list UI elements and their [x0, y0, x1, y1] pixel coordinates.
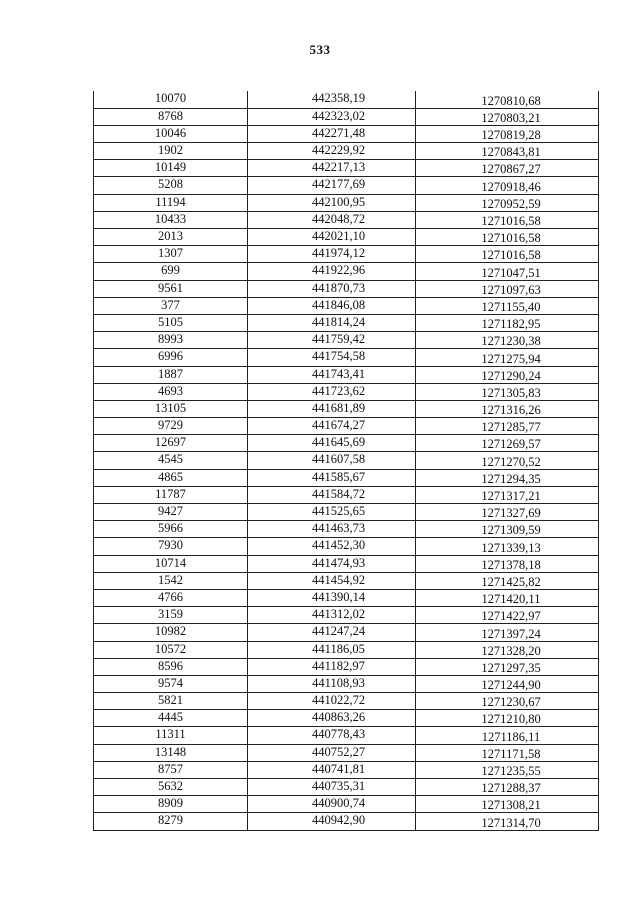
point-id-cell: 11311	[94, 727, 248, 744]
x-coordinate-cell: 441182,97	[248, 658, 416, 675]
table-row	[94, 160, 599, 177]
y-coordinate-cell: 1270803,21	[416, 108, 599, 125]
y-coordinate-cell: 1271327,69	[416, 504, 599, 521]
x-coordinate-cell: 442048,72	[248, 211, 416, 228]
table-row	[94, 349, 599, 366]
table-row	[94, 469, 599, 486]
point-id-cell: 5632	[94, 779, 248, 796]
point-id-cell: 4865	[94, 469, 248, 486]
y-coordinate-cell: 1271016,58	[416, 211, 599, 228]
x-coordinate-cell: 441584,72	[248, 486, 416, 503]
page-number: 533	[309, 42, 331, 57]
table-row	[94, 280, 599, 297]
x-coordinate-cell: 440735,31	[248, 779, 416, 796]
y-coordinate-cell: 1271309,59	[416, 521, 599, 538]
x-coordinate-cell: 441846,08	[248, 297, 416, 314]
y-coordinate-cell: 1271397,24	[416, 624, 599, 641]
y-coordinate-cell: 1271186,11	[416, 727, 599, 744]
point-id-cell: 1307	[94, 246, 248, 263]
x-coordinate-cell: 442177,69	[248, 177, 416, 194]
table-row	[94, 400, 599, 417]
point-id-cell: 8768	[94, 108, 248, 125]
table-row	[94, 504, 599, 521]
point-id-cell: 11787	[94, 486, 248, 503]
x-coordinate-cell: 441607,58	[248, 452, 416, 469]
table-row	[94, 727, 599, 744]
x-coordinate-cell: 441463,73	[248, 521, 416, 538]
x-coordinate-cell: 441754,58	[248, 349, 416, 366]
point-id-cell: 8596	[94, 658, 248, 675]
y-coordinate-cell: 1271244,90	[416, 675, 599, 692]
y-coordinate-cell: 1271230,38	[416, 332, 599, 349]
point-id-cell: 10572	[94, 641, 248, 658]
table-row	[94, 744, 599, 761]
point-id-cell: 9729	[94, 418, 248, 435]
point-id-cell: 1542	[94, 572, 248, 589]
table-row	[94, 538, 599, 555]
point-id-cell: 13148	[94, 744, 248, 761]
x-coordinate-cell: 441674,27	[248, 418, 416, 435]
table-row	[94, 383, 599, 400]
table-row	[94, 693, 599, 710]
y-coordinate-cell: 1271314,70	[416, 813, 599, 830]
table-row	[94, 125, 599, 142]
x-coordinate-cell: 442229,92	[248, 143, 416, 160]
x-coordinate-cell: 441390,14	[248, 589, 416, 606]
point-id-cell: 4693	[94, 383, 248, 400]
table-row	[94, 607, 599, 624]
point-id-cell: 5821	[94, 693, 248, 710]
x-coordinate-cell: 441452,30	[248, 538, 416, 555]
point-id-cell: 8909	[94, 796, 248, 813]
x-coordinate-cell: 442021,10	[248, 229, 416, 246]
point-id-cell: 4766	[94, 589, 248, 606]
table-row	[94, 366, 599, 383]
table-row	[94, 624, 599, 641]
y-coordinate-cell: 1271016,58	[416, 229, 599, 246]
y-coordinate-cell: 1270918,46	[416, 177, 599, 194]
table-row	[94, 314, 599, 331]
point-id-cell: 4545	[94, 452, 248, 469]
x-coordinate-cell: 441108,93	[248, 675, 416, 692]
table-row	[94, 572, 599, 589]
table-row	[94, 332, 599, 349]
x-coordinate-cell: 440778,43	[248, 727, 416, 744]
table-row	[94, 435, 599, 452]
point-id-cell: 3159	[94, 607, 248, 624]
y-coordinate-cell: 1270843,81	[416, 143, 599, 160]
table-row	[94, 452, 599, 469]
point-id-cell: 2013	[94, 229, 248, 246]
x-coordinate-cell: 440752,27	[248, 744, 416, 761]
table-row	[94, 194, 599, 211]
x-coordinate-cell: 441870,73	[248, 280, 416, 297]
y-coordinate-cell: 1271305,83	[416, 383, 599, 400]
x-coordinate-cell: 441759,42	[248, 332, 416, 349]
y-coordinate-cell: 1271297,35	[416, 658, 599, 675]
y-coordinate-cell: 1271235,55	[416, 761, 599, 778]
table-row	[94, 108, 599, 125]
point-id-cell: 377	[94, 297, 248, 314]
table-row	[94, 418, 599, 435]
y-coordinate-cell: 1271294,35	[416, 469, 599, 486]
table-row	[94, 143, 599, 160]
x-coordinate-cell: 441186,05	[248, 641, 416, 658]
x-coordinate-cell: 442100,95	[248, 194, 416, 211]
y-coordinate-cell: 1271288,37	[416, 779, 599, 796]
y-coordinate-cell: 1271378,18	[416, 555, 599, 572]
y-coordinate-cell: 1270867,27	[416, 160, 599, 177]
x-coordinate-cell: 441454,92	[248, 572, 416, 589]
table-row	[94, 246, 599, 263]
y-coordinate-cell: 1270952,59	[416, 194, 599, 211]
point-id-cell: 10433	[94, 211, 248, 228]
y-coordinate-cell: 1271047,51	[416, 263, 599, 280]
table-row	[94, 813, 599, 830]
y-coordinate-cell: 1271016,58	[416, 246, 599, 263]
point-id-cell: 10149	[94, 160, 248, 177]
x-coordinate-cell: 441474,93	[248, 555, 416, 572]
point-id-cell: 10714	[94, 555, 248, 572]
y-coordinate-cell: 1271317,21	[416, 486, 599, 503]
x-coordinate-cell: 441585,67	[248, 469, 416, 486]
table-row	[94, 521, 599, 538]
x-coordinate-cell: 441247,24	[248, 624, 416, 641]
point-id-cell: 9561	[94, 280, 248, 297]
table-row	[94, 555, 599, 572]
x-coordinate-cell: 440900,74	[248, 796, 416, 813]
y-coordinate-cell: 1271269,57	[416, 435, 599, 452]
x-coordinate-cell: 440942,90	[248, 813, 416, 830]
point-id-cell: 5208	[94, 177, 248, 194]
point-id-cell: 10070	[94, 91, 248, 108]
y-coordinate-cell: 1271182,95	[416, 314, 599, 331]
x-coordinate-cell: 442358,19	[248, 91, 416, 108]
x-coordinate-cell: 441022,72	[248, 693, 416, 710]
x-coordinate-cell: 442271,48	[248, 125, 416, 142]
x-coordinate-cell: 440741,81	[248, 761, 416, 778]
point-id-cell: 12697	[94, 435, 248, 452]
table-row	[94, 263, 599, 280]
point-id-cell: 9427	[94, 504, 248, 521]
y-coordinate-cell: 1271285,77	[416, 418, 599, 435]
point-id-cell: 10982	[94, 624, 248, 641]
x-coordinate-cell: 441743,41	[248, 366, 416, 383]
table-row	[94, 710, 599, 727]
table-body	[94, 91, 599, 830]
point-id-cell: 10046	[94, 125, 248, 142]
y-coordinate-cell: 1271420,11	[416, 589, 599, 606]
table-row	[94, 211, 599, 228]
y-coordinate-cell: 1271422,97	[416, 607, 599, 624]
point-id-cell: 8279	[94, 813, 248, 830]
y-coordinate-cell: 1271328,20	[416, 641, 599, 658]
y-coordinate-cell: 1271339,13	[416, 538, 599, 555]
y-coordinate-cell: 1271230,67	[416, 693, 599, 710]
point-id-cell: 1887	[94, 366, 248, 383]
y-coordinate-cell: 1271171,58	[416, 744, 599, 761]
point-id-cell: 9574	[94, 675, 248, 692]
table-row	[94, 486, 599, 503]
point-id-cell: 4445	[94, 710, 248, 727]
x-coordinate-cell: 441645,69	[248, 435, 416, 452]
point-id-cell: 8993	[94, 332, 248, 349]
y-coordinate-cell: 1271210,80	[416, 710, 599, 727]
point-id-cell: 1902	[94, 143, 248, 160]
table-row	[94, 675, 599, 692]
table-row	[94, 796, 599, 813]
point-id-cell: 13105	[94, 400, 248, 417]
table-row	[94, 779, 599, 796]
x-coordinate-cell: 441525,65	[248, 504, 416, 521]
x-coordinate-cell: 441723,62	[248, 383, 416, 400]
table-row	[94, 229, 599, 246]
point-id-cell: 699	[94, 263, 248, 280]
table-row	[94, 761, 599, 778]
table-row	[94, 589, 599, 606]
x-coordinate-cell: 442217,13	[248, 160, 416, 177]
point-id-cell: 5105	[94, 314, 248, 331]
y-coordinate-cell: 1271270,52	[416, 452, 599, 469]
x-coordinate-cell: 441681,89	[248, 400, 416, 417]
point-id-cell: 6996	[94, 349, 248, 366]
point-id-cell: 11194	[94, 194, 248, 211]
table-row	[94, 91, 599, 108]
table-row	[94, 297, 599, 314]
coordinates-table	[93, 91, 599, 831]
y-coordinate-cell: 1270819,28	[416, 125, 599, 142]
y-coordinate-cell: 1271097,63	[416, 280, 599, 297]
x-coordinate-cell: 440863,26	[248, 710, 416, 727]
y-coordinate-cell: 1271425,82	[416, 572, 599, 589]
x-coordinate-cell: 441922,96	[248, 263, 416, 280]
point-id-cell: 5966	[94, 521, 248, 538]
y-coordinate-cell: 1271275,94	[416, 349, 599, 366]
x-coordinate-cell: 441312,02	[248, 607, 416, 624]
x-coordinate-cell: 442323,02	[248, 108, 416, 125]
table-row	[94, 658, 599, 675]
table-row	[94, 641, 599, 658]
y-coordinate-cell: 1271155,40	[416, 297, 599, 314]
y-coordinate-cell: 1271308,21	[416, 796, 599, 813]
table-row	[94, 177, 599, 194]
x-coordinate-cell: 441814,24	[248, 314, 416, 331]
y-coordinate-cell: 1271290,24	[416, 366, 599, 383]
y-coordinate-cell: 1270810,68	[416, 91, 599, 108]
point-id-cell: 7930	[94, 538, 248, 555]
x-coordinate-cell: 441974,12	[248, 246, 416, 263]
point-id-cell: 8757	[94, 761, 248, 778]
y-coordinate-cell: 1271316,26	[416, 400, 599, 417]
